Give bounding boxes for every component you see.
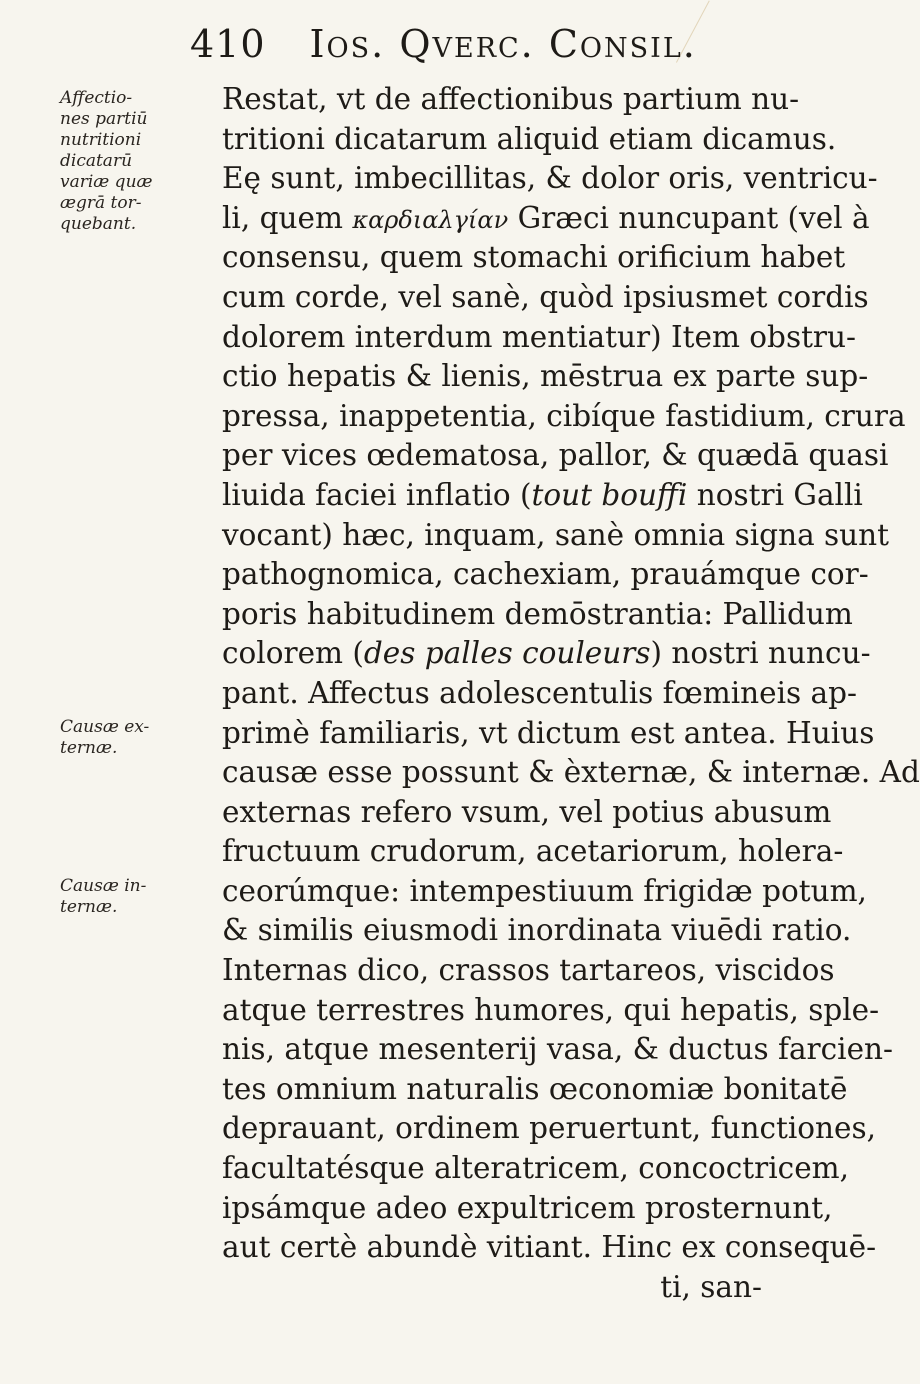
text-line: ceorúmque: intempestiuum frigidæ potum, — [222, 873, 867, 908]
text-line: & similis eiusmodi inordinata viuēdi ratio. — [222, 913, 852, 948]
text-line: vocant) hæc, inquam, sanè omnia signa sunt — [222, 517, 890, 552]
text-line: li, quem καρδιαλγίαν Græci nuncupant (vel à — [222, 200, 870, 235]
french-phrase: tout bouffi — [531, 477, 688, 512]
french-phrase: des palles couleurs — [363, 636, 651, 671]
text-line: consensu, quem stomachi orificium habet — [222, 240, 846, 275]
text-line: tritioni dicatarum aliquid etiam dicamus. — [222, 121, 837, 156]
text-line: causæ esse possunt & èxternæ, & internæ. Ad — [222, 755, 920, 790]
text-line: deprauant, ordinem peruertunt, functiones, — [222, 1111, 877, 1146]
text-line: Internas dico, crassos tartareos, viscidos — [222, 953, 835, 988]
margin-note-affectiones: Affectio- nes partiū nutritioni dicatarū variæ quæ ægrā tor- quebant. — [60, 88, 153, 234]
greek-word: καρδιαλγίαν — [352, 205, 509, 234]
text-line: primè familiaris, vt dictum est antea. Huius — [222, 715, 875, 750]
catchword: ti, san- — [660, 1269, 762, 1304]
text-line: ipsámque adeo expultricem prosternunt, — [222, 1190, 833, 1225]
text-line: aut certè abundè vitiant. Hinc ex consequē- — [222, 1230, 877, 1265]
margin-note-causae-externae: Causæ ex- ternæ. — [60, 717, 150, 758]
text-line: liuida faciei inflatio (tout bouffi nostri Galli — [222, 477, 863, 512]
text-line: Eę sunt, imbecillitas, & dolor oris, ventricu- — [222, 161, 878, 196]
text-line: pressa, inappetentia, cibíque fastidium, crura — [222, 398, 906, 433]
text-line: per vices œdematosa, pallor, & quædā quasi — [222, 438, 889, 473]
text-line: pant. Affectus adolescentulis fœmineis ap- — [222, 675, 857, 710]
page-header — [190, 22, 750, 72]
text-line: cum corde, vel sanè, quòd ipsiusmet cordis — [222, 279, 869, 314]
margin-note-causae-internae: Causæ in- ternæ. — [60, 876, 147, 917]
text-line: fructuum crudorum, acetariorum, holera- — [222, 834, 844, 869]
text-line: Restat, vt de affectionibus partium nu- — [222, 82, 800, 116]
text-line: atque terrestres humores, qui hepatis, sple- — [222, 992, 880, 1027]
text-line: facultatésque alteratricem, concoctricem, — [222, 1151, 850, 1186]
text-line: colorem (des palles couleurs) nostri nuncu- — [222, 636, 871, 671]
text-line: dolorem interdum mentiatur) Item obstru- — [222, 319, 857, 354]
page-number: 410 — [190, 22, 266, 66]
text-line: pathognomica, cachexiam, prauámque cor- — [222, 557, 869, 592]
text-line: nis, atque mesenterij vasa, & ductus farcien- — [222, 1032, 894, 1067]
text-line: tes omnium naturalis œconomiæ bonitatē — [222, 1071, 848, 1106]
running-title: Ios. Qverc. Consil. — [309, 22, 697, 66]
text-line: ctio hepatis & lienis, mēstrua ex parte sup- — [222, 359, 869, 394]
text-line: externas refero vsum, vel potius abusum — [222, 794, 832, 829]
main-text-column — [222, 80, 920, 1307]
text-line: poris habitudinem demōstrantia: Pallidum — [222, 596, 853, 631]
